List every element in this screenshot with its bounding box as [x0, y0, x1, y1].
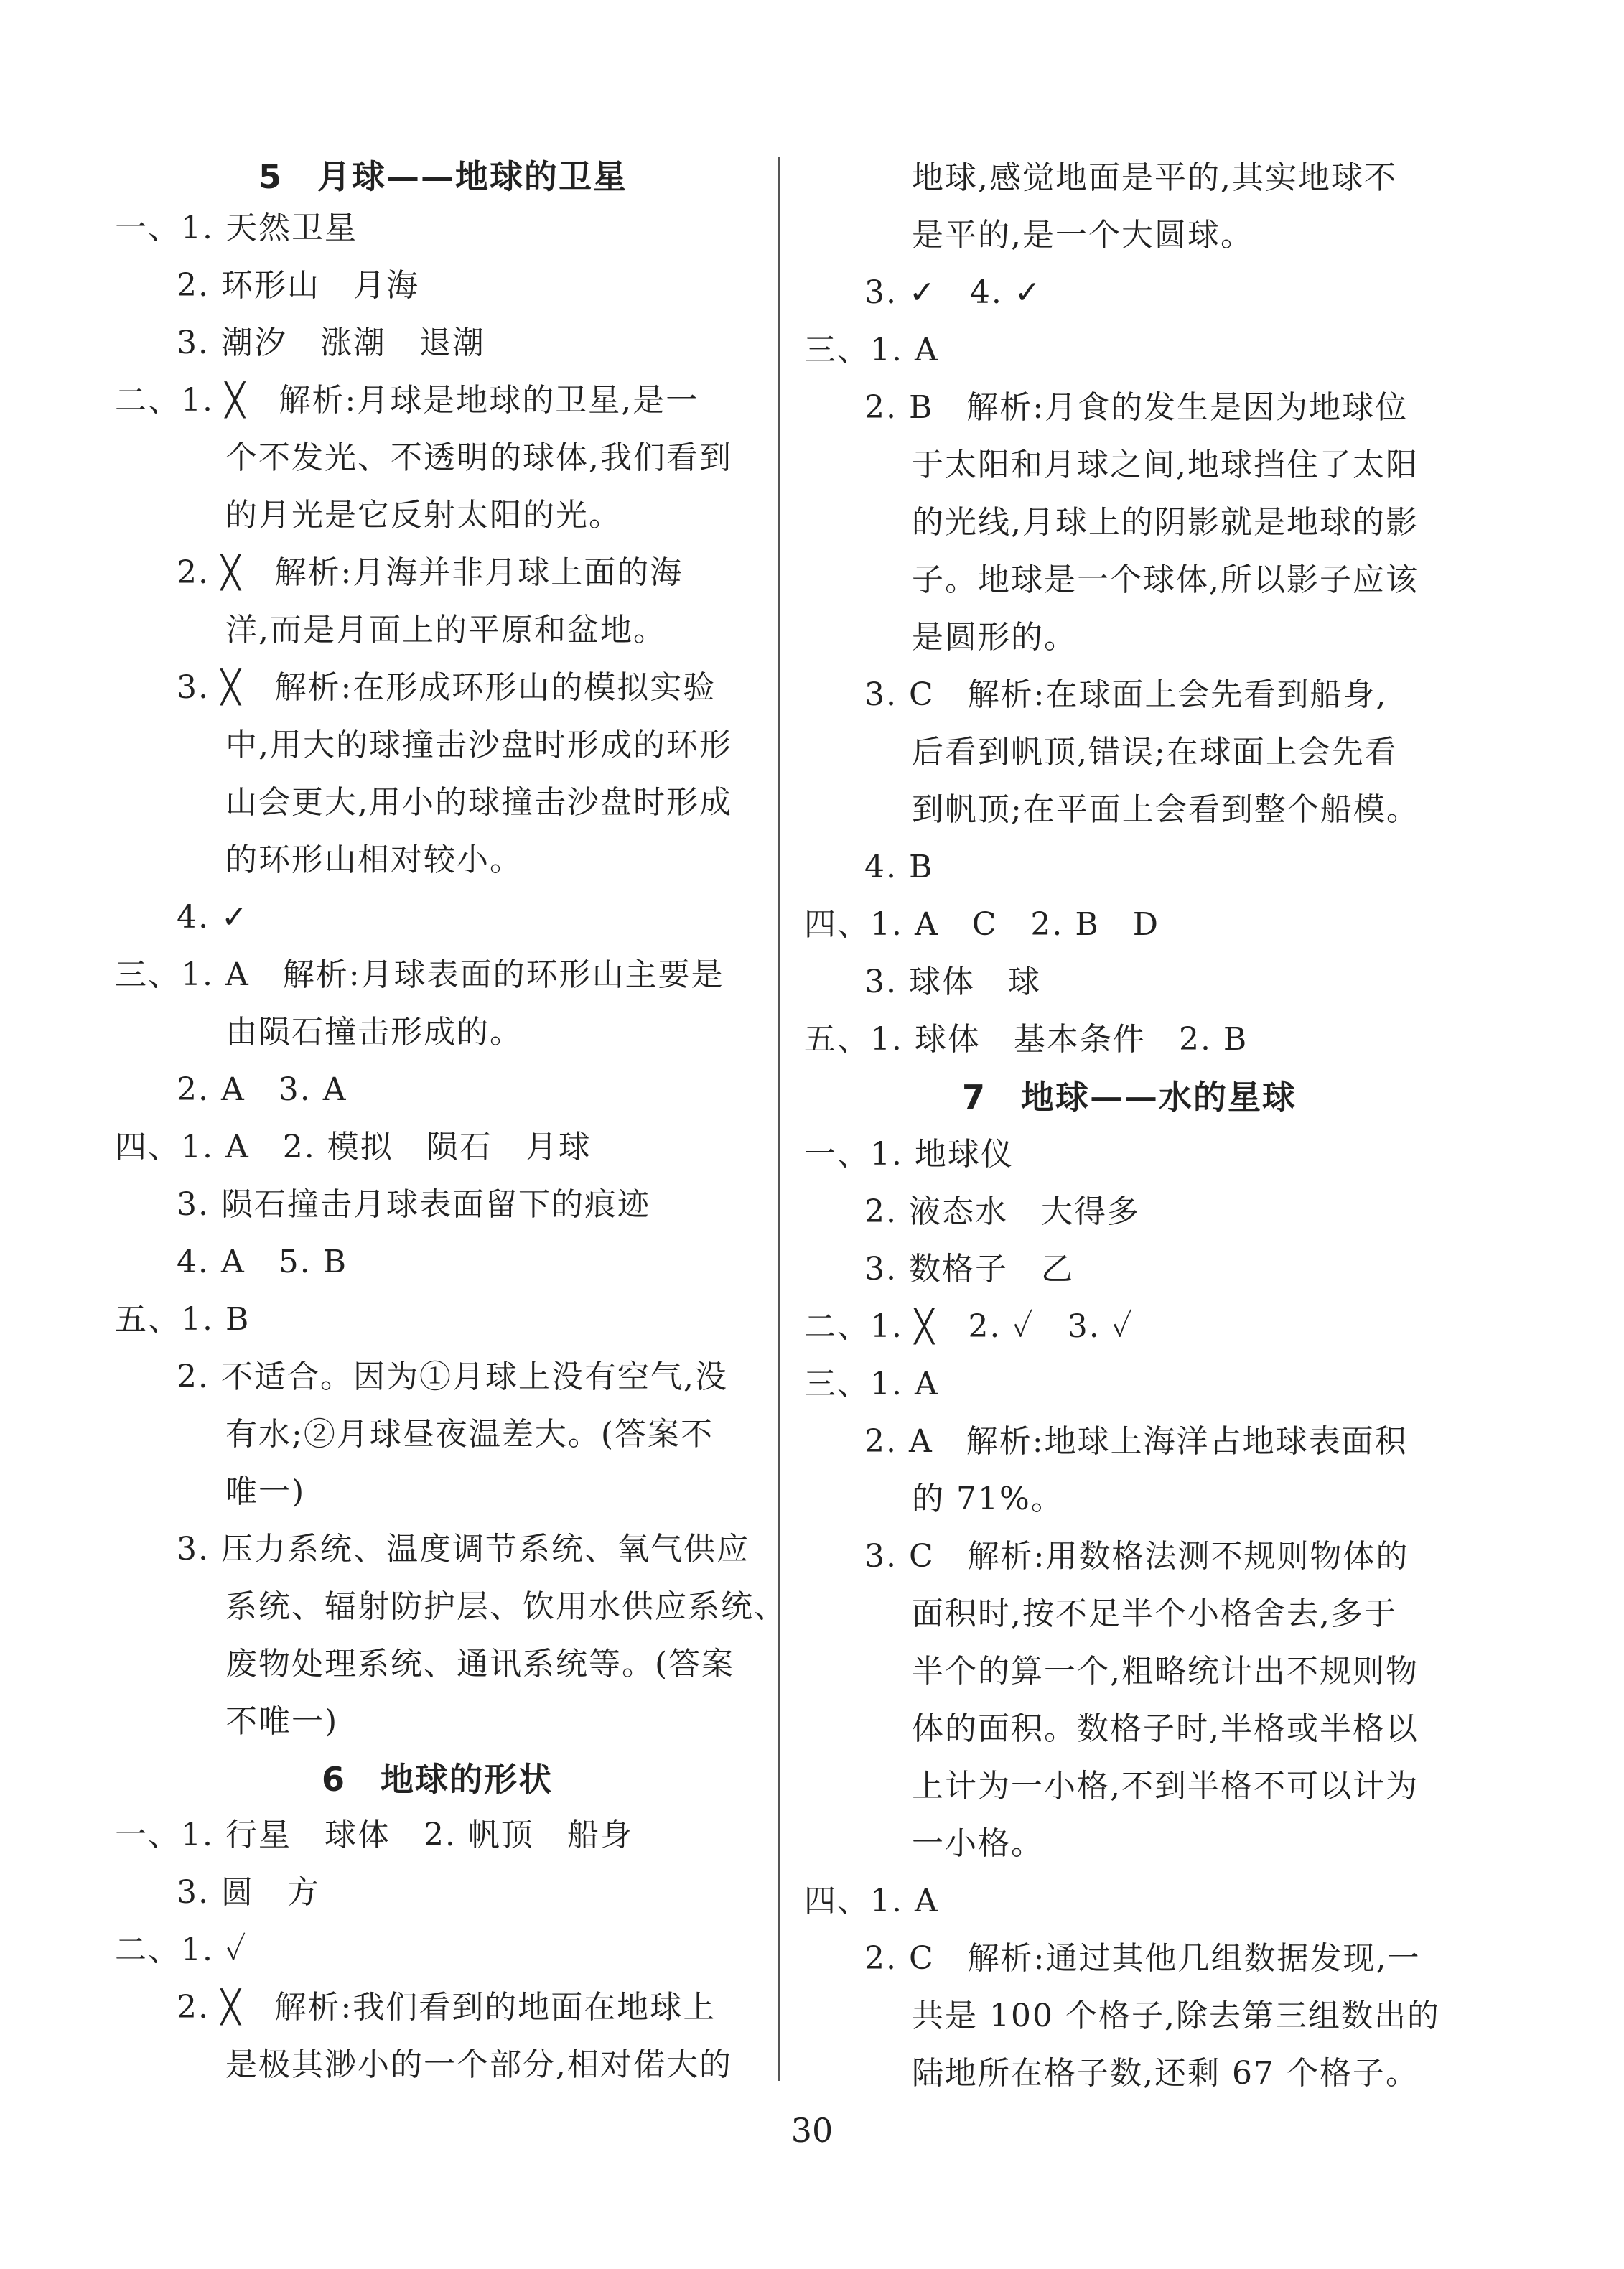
- answer-line: 4. B: [864, 849, 934, 885]
- answer-line: 2. 环形山 月海: [177, 267, 419, 304]
- answer-line: 3. 圆 方: [177, 1874, 320, 1911]
- answer-line: 系统、辐射防护层、饮用水供应系统、: [225, 1588, 787, 1625]
- answer-line: 四、1. A 2. 模拟 陨石 月球: [115, 1129, 592, 1165]
- answer-line: 是圆形的。: [912, 619, 1077, 656]
- section-5-title: 5 月球——地球的卫星: [258, 157, 628, 196]
- answer-line: 唯一): [225, 1473, 306, 1510]
- answer-line: 3. 潮汐 涨潮 退潮: [177, 325, 485, 361]
- answer-line: 3. ╳ 解析:在形成环形山的模拟实验: [177, 669, 717, 706]
- answer-line: 三、1. A 解析:月球表面的环形山主要是: [115, 956, 724, 993]
- column-divider: [778, 157, 780, 2081]
- answer-line: 个不发光、不透明的球体,我们看到: [225, 439, 732, 476]
- answer-line: 五、1. B: [115, 1301, 251, 1338]
- answer-line: 体的面积。数格子时,半格或半格以: [912, 1710, 1419, 1747]
- answer-line: 由陨石撞击形成的。: [225, 1014, 523, 1050]
- answer-line: 地球,感觉地面是平的,其实地球不: [912, 159, 1397, 196]
- answer-line: 废物处理系统、通讯系统等。(答案: [225, 1646, 735, 1682]
- answer-line: 二、1. ╳ 2. ✓ 3. ✓: [804, 1308, 1134, 1345]
- answer-line: 2. 不适合。因为①月球上没有空气,没: [177, 1359, 728, 1395]
- answer-line: 的环形山相对较小。: [225, 842, 523, 878]
- answer-line: 2. B 解析:月食的发生是因为地球位: [864, 389, 1409, 426]
- answer-line: 4. A 5. B: [177, 1244, 348, 1280]
- answer-line: 3. C 解析:在球面上会先看到船身,: [864, 676, 1388, 713]
- answer-line: 一、1. 行星 球体 2. 帆顶 船身: [115, 1817, 633, 1853]
- answer-line: 面积时,按不足半个小格舍去,多于: [912, 1595, 1397, 1632]
- answer-line: 三、1. A: [804, 332, 939, 368]
- answer-line: 到帆顶;在平面上会看到整个船模。: [912, 791, 1419, 828]
- answer-line: 有水;②月球昼夜温差大。(答案不: [225, 1416, 714, 1453]
- answer-line: 是平的,是一个大圆球。: [912, 217, 1254, 253]
- page-number: 30: [790, 2111, 834, 2150]
- answer-line: 3. C 解析:用数格法测不规则物体的: [864, 1538, 1409, 1575]
- answer-line: 3. 数格子 乙: [864, 1251, 1074, 1287]
- answer-line: 后看到帆顶,错误;在球面上会先看: [912, 734, 1398, 770]
- answer-line: 3. 球体 球: [864, 964, 1041, 1000]
- answer-line: 3. 压力系统、温度调节系统、氧气供应: [177, 1531, 750, 1567]
- answer-line: 四、1. A: [804, 1883, 939, 1919]
- answer-line: 2. ╳ 解析:我们看到的地面在地球上: [177, 1989, 717, 2026]
- answer-line: 一小格。: [912, 1825, 1044, 1862]
- answer-line: 2. A 3. A: [177, 1071, 347, 1108]
- answer-line: 陆地所在格子数,还剩 67 个格子。: [912, 2055, 1419, 2092]
- answer-line: 洋,而是月面上的平原和盆地。: [225, 612, 666, 648]
- answer-line: 二、1. ╳ 解析:月球是地球的卫星,是一: [115, 382, 699, 419]
- answer-line: 半个的算一个,粗略统计出不规则物: [912, 1653, 1419, 1690]
- answer-line: 共是 100 个格子,除去第三组数出的: [912, 1998, 1440, 2034]
- answer-line: 的月光是它反射太阳的光。: [225, 497, 622, 534]
- answer-line: 山会更大,用小的球撞击沙盘时形成: [225, 784, 732, 821]
- answer-line: 2. 液态水 大得多: [864, 1193, 1140, 1230]
- answer-line: 二、1. ✓: [115, 1932, 248, 1968]
- answer-line: 4. ✓: [177, 899, 249, 936]
- section-6-title: 6 地球的形状: [322, 1760, 554, 1799]
- answer-line: 中,用大的球撞击沙盘时形成的环形: [225, 727, 732, 763]
- answer-line: 的光线,月球上的阴影就是地球的影: [912, 504, 1419, 541]
- answer-line: 的 71%。: [912, 1481, 1064, 1517]
- answer-line: 不唯一): [225, 1703, 339, 1740]
- answer-line: 四、1. A C 2. B D: [804, 906, 1159, 943]
- answer-line: 三、1. A: [804, 1366, 939, 1402]
- answer-line: 2. A 解析:地球上海洋占地球表面积: [864, 1423, 1408, 1460]
- answer-line: 于太阳和月球之间,地球挡住了太阳: [912, 447, 1419, 483]
- answer-line: 3. 陨石撞击月球表面留下的痕迹: [177, 1186, 650, 1223]
- answer-line: 是极其渺小的一个部分,相对偌大的: [225, 2046, 732, 2083]
- answer-line: 2. C 解析:通过其他几组数据发现,一: [864, 1940, 1421, 1977]
- section-7-title: 7 地球——水的星球: [962, 1078, 1297, 1117]
- answer-line: 一、1. 地球仪: [804, 1136, 1014, 1173]
- answer-line: 3. ✓ 4. ✓: [864, 274, 1042, 311]
- answer-line: 子。地球是一个球体,所以影子应该: [912, 562, 1419, 598]
- answer-line: 2. ╳ 解析:月海并非月球上面的海: [177, 554, 683, 591]
- answer-line: 一、1. 天然卫星: [115, 210, 358, 246]
- answer-line: 五、1. 球体 基本条件 2. B: [804, 1021, 1249, 1058]
- answer-line: 上计为一小格,不到半格不可以计为: [912, 1768, 1419, 1804]
